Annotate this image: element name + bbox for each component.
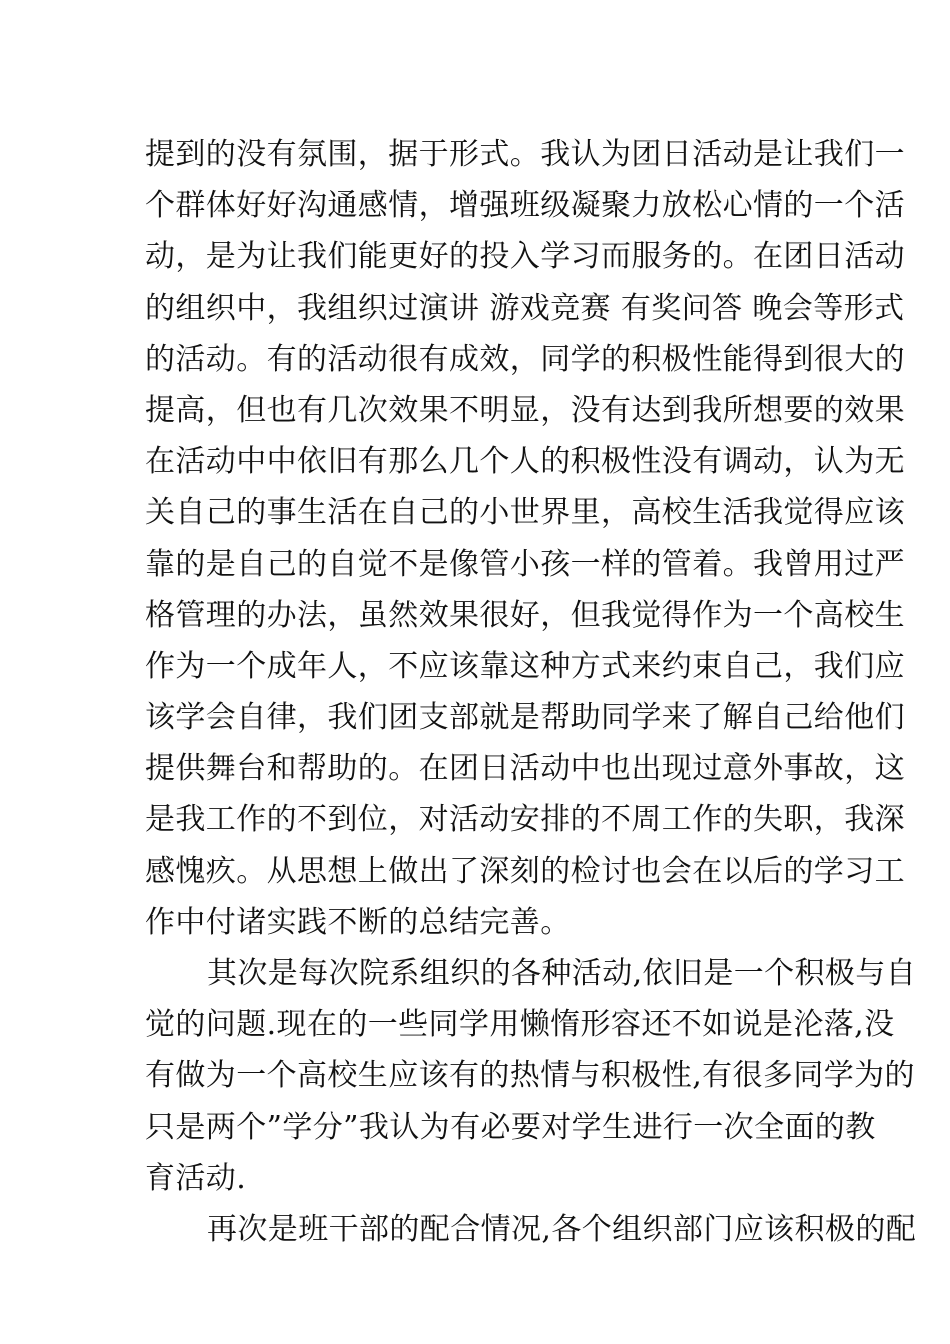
paragraph-start-line: 其次是每次院系组织的各种活动,依旧是一个积极与自	[207, 956, 917, 991]
text-line: 是我工作的不到位，对活动安排的不周工作的失职，我深	[145, 802, 905, 838]
text-line: 关自己的事生活在自己的小世界里，高校生活我觉得应该	[145, 495, 905, 531]
text-line: 在活动中中依旧有那么几个人的积极性没有调动，认为无	[145, 444, 905, 480]
text-line: 提到的没有氛围，据于形式。我认为团日活动是让我们一	[145, 137, 905, 172]
text-line: 靠的是自己的自觉不是像管小孩一样的管着。我曾用过严	[145, 546, 905, 582]
text-line: 个群体好好沟通感情，增强班级凝聚力放松心情的一个活	[145, 188, 905, 224]
text-line: 感愧疚。从思想上做出了深刻的检讨也会在以后的学习工	[145, 853, 905, 889]
text-line: 作为一个成年人，不应该靠这种方式来约束自己，我们应	[145, 648, 905, 684]
text-line: 只是两个”学分”我认为有必要对学生进行一次全面的教	[145, 1109, 876, 1145]
text-line: 作中付诸实践不断的总结完善。	[145, 904, 571, 940]
text-line: 提高，但也有几次效果不明显，没有达到我所想要的效果	[145, 392, 905, 428]
text-line: 动，是为让我们能更好的投入学习而服务的。在团日活动	[145, 239, 905, 275]
body-text	[145, 129, 917, 1255]
text-line: 格管理的办法，虽然效果很好，但我觉得作为一个高校生	[145, 597, 905, 633]
text-line: 的组织中，我组织过演讲 游戏竞赛 有奖问答 晚会等形式	[145, 290, 905, 326]
text-line: 的活动。有的活动很有成效，同学的积极性能得到很大的	[145, 341, 905, 377]
text-line: 提供舞台和帮助的。在团日活动中也出现过意外事故，这	[145, 751, 905, 787]
text-line: 觉的问题.现在的一些同学用懒惰形容还不如说是沦落,没	[145, 1007, 895, 1043]
paragraph-start-line: 再次是班干部的配合情况,各个组织部门应该积极的配	[207, 1211, 917, 1247]
text-line: 育活动.	[145, 1160, 247, 1196]
text-line: 该学会自律，我们团支部就是帮助同学来了解自己给他们	[145, 700, 905, 736]
text-line: 有做为一个高校生应该有的热情与积极性,有很多同学为的	[145, 1058, 915, 1094]
